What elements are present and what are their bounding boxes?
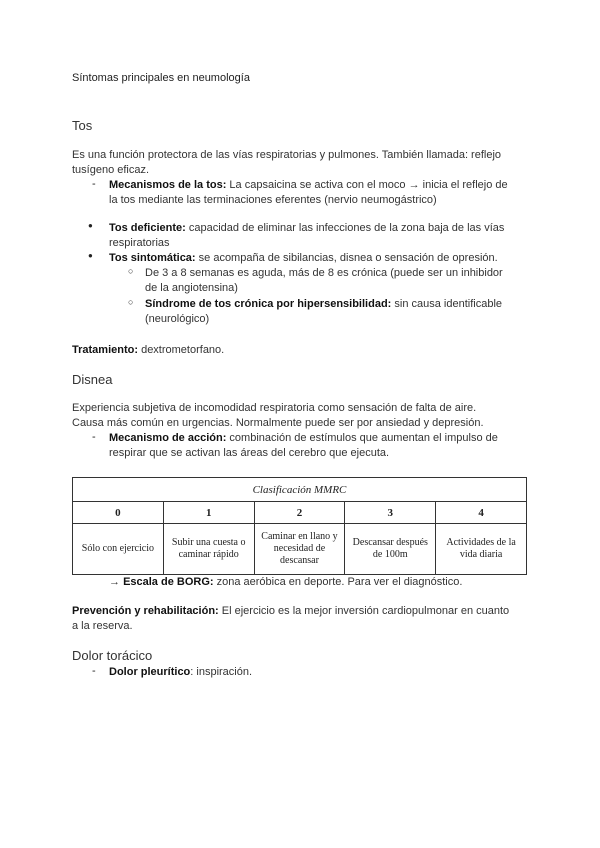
mmrc-table [72,477,527,575]
document-title: Síntomas principales en neumología [72,72,250,84]
mmrc-header-cell: 2 [254,502,345,524]
dot-bullet: ● [88,251,93,260]
tos-tratamiento: Tratamiento: dextrometorfano. [72,344,225,356]
circle-bullet: ○ [128,266,134,276]
mmrc-header-cell: 4 [436,502,527,524]
mmrc-header-cell: 1 [163,502,254,524]
tos-sindrome: Síndrome de tos crónica por hipersensibilidad: sin causa identificable (neurológico) [145,298,503,325]
mmrc-cell: Subir una cuesta o caminar rápido [163,524,254,575]
mmrc-cell: Descansar después de 100m [345,524,436,575]
mmrc-cell: Sólo con ejercicio [73,524,164,575]
dash-bullet: - [92,178,96,190]
mmrc-caption: Clasificación MMRC [73,478,527,502]
dot-bullet: ● [88,221,93,230]
disnea-mecanismo: Mecanismo de acción: combinación de estímulos que aumentan el impulso de respirar que se activan las áreas del cerebro que ejecuta. [109,432,498,459]
borg-scale: → Escala de BORG: zona aeróbica en deporte. Para ver el diagnóstico. [109,576,463,588]
mmrc-cell: Caminar en llano y necesidad de descansar [254,524,345,575]
mmrc-header-cell: 0 [73,502,164,524]
dash-bullet: - [92,665,96,677]
circle-bullet: ○ [128,297,134,307]
tos-duracion: De 3 a 8 semanas es aguda, más de 8 es crónica (puede ser un inhibidor de la angiotensina) [145,267,503,294]
mmrc-cell: Actividades de la vida diaria [436,524,527,575]
tos-intro: Es una función protectora de las vías respiratorias y pulmones. También llamada: reflejo tusígeno eficaz. [72,149,502,176]
tos-mecanismos: Mecanismos de la tos: La capsaicina se activa con el moco → inicia el reflejo de la tos mediante las terminaciones eferentes (nervio neumogástrico) [109,179,508,206]
section-heading-disnea: Disnea [72,372,113,387]
tos-deficiente: Tos deficiente: capacidad de eliminar las infecciones de la zona baja de las vías respiratorias [109,222,505,249]
section-heading-dolor: Dolor torácico [72,648,153,663]
mmrc-header-cell: 3 [345,502,436,524]
tos-sintomatica: Tos sintomática: se acompaña de sibilancias, disnea o sensación de opresión. [109,252,498,264]
dolor-pleuritico: Dolor pleurítico: inspiración. [109,666,253,678]
disnea-intro: Experiencia subjetiva de incomodidad respiratoria como sensación de falta de aire. Causa más común en urgencias. Normalmente puede ser por ansiedad y depresión. [72,402,484,429]
section-heading-tos: Tos [72,118,93,133]
prevencion: Prevención y rehabilitación: El ejercicio es la mejor inversión cardiopulmonar en cuanto a la reserva. [72,605,510,632]
dash-bullet: - [92,431,96,443]
